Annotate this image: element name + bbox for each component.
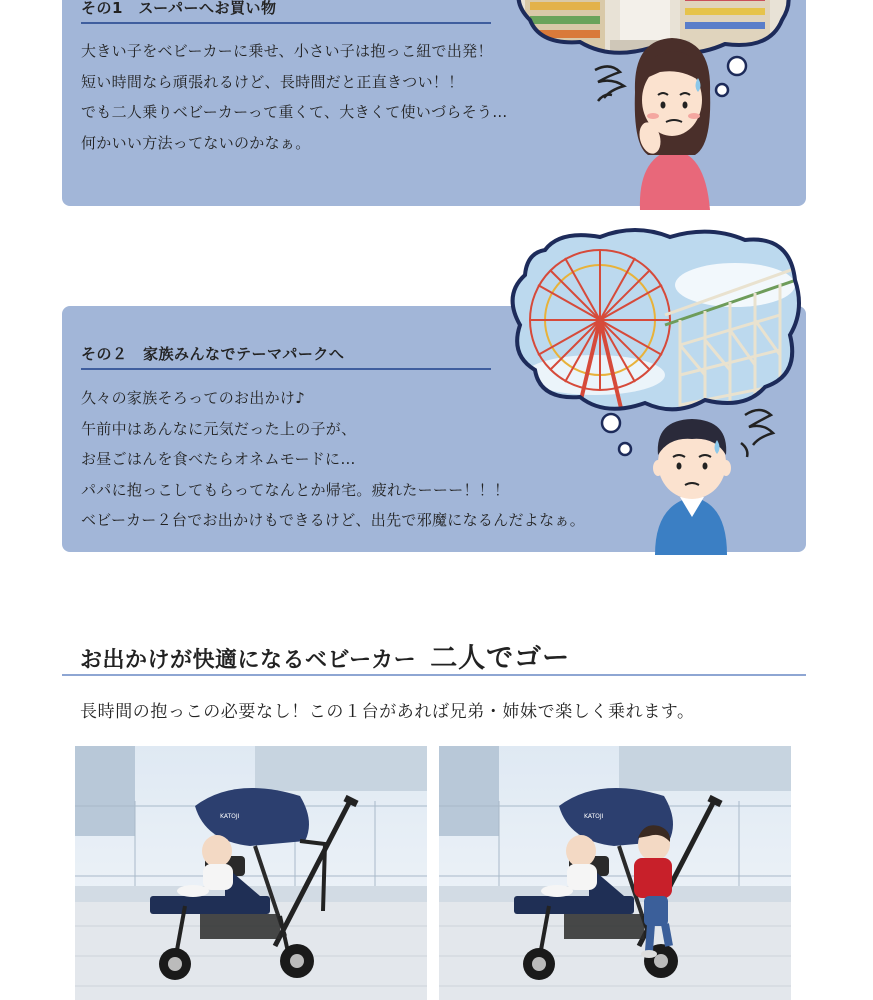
theme-park-thought-illustration: [505, 225, 805, 555]
card-line: ベビーカー２台でお出かけもできるけど、出先で邪魔になるんだよなぁ。: [81, 511, 586, 529]
section-title-main: お出かけが快適になるベビーカー: [80, 648, 417, 673]
card-line: 大きい子をベビーカーに乗せ、小さい子は抱っこ紐で出発！: [81, 42, 493, 60]
stress-scribble-icon: [595, 66, 624, 101]
stroller-photo-two-children: [439, 746, 791, 1000]
card-line: 何かいい方法ってないのかなぁ。: [81, 133, 311, 152]
card-line: パパに抱っこしてもらってなんとか帰宅。疲れたーーー！！！: [81, 480, 510, 499]
card-line: でも二人乗りベビーカーって重くて、大きくて使いづらそう…: [81, 103, 508, 121]
worried-woman-icon: [635, 38, 710, 210]
stress-scribble-icon: [741, 410, 773, 457]
section-title: [80, 636, 570, 675]
svg-text:KATOJI: KATOJI: [584, 813, 604, 820]
card-line: お昼ごはんを食べたらオネムモードに…: [81, 450, 356, 468]
worried-man-icon: [653, 419, 731, 555]
product-name: 二人でゴー: [430, 643, 571, 674]
section-description: 長時間の抱っこの必要なし！この１台があれば兄弟・姉妹で楽しく乗れます。: [80, 702, 695, 722]
heading-divider: [81, 22, 491, 24]
section-divider: [62, 674, 806, 676]
card-line: 短い時間なら頑張れるけど、長時間だと正直きつい！！: [81, 72, 464, 91]
card-heading: その２ 家族みんなでテーマパークへ: [81, 345, 345, 363]
supermarket-thought-illustration: [500, 0, 800, 210]
card-line: 午前中はあんなに元気だった上の子が、: [81, 419, 357, 438]
card-line: 久々の家族そろってのお出かけ♪: [81, 389, 306, 407]
heading-divider: [81, 368, 491, 370]
stroller-photo-one-child: [75, 746, 427, 1000]
card-heading: その1 スーパーへお買い物: [81, 0, 277, 17]
svg-text:KATOJI: KATOJI: [220, 813, 240, 820]
card-text: [81, 36, 508, 158]
